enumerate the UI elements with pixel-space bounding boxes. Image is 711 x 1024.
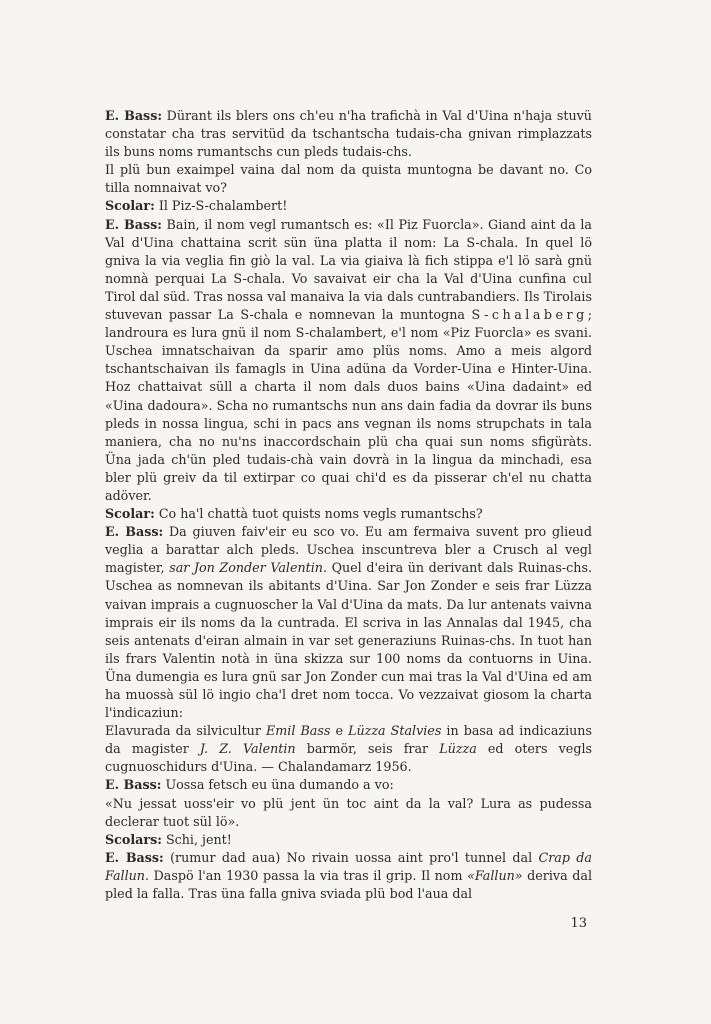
speaker-label: E. Bass: xyxy=(105,108,163,123)
text-segment: Uossa fetsch eu üna dumando a vo: xyxy=(165,777,394,793)
paragraph xyxy=(105,722,592,776)
text-segment: deriva dal pled la falla. Tras üna falla gniva sviada plü bod l'aua dal xyxy=(105,867,592,902)
text-segment: S-chalaberg xyxy=(471,307,588,323)
text-segment: «Nu jessat uoss'eir vo plü jent ün toc aint da la val? Lura as pudessa declerar tuot sül lö». xyxy=(105,795,592,829)
text-segment: sar Jon Zonder Valentin. xyxy=(169,560,327,576)
speaker-label: E. Bass: xyxy=(105,849,164,865)
speaker-label: Scolars: xyxy=(105,831,162,847)
paragraph xyxy=(105,216,592,506)
paragraph xyxy=(105,107,592,161)
speaker-label: E. Bass: xyxy=(105,524,164,540)
text-segment: (rumur dad aua) No rivain uossa aint pro'l tunnel dal xyxy=(170,849,539,865)
page-number: 13 xyxy=(570,916,587,931)
text-segment: e xyxy=(330,723,349,739)
paragraph xyxy=(105,197,592,215)
text-segment: Il Piz-S-chalambert! xyxy=(158,198,288,214)
speaker-label: Scolar: xyxy=(105,198,155,214)
paragraph xyxy=(105,849,592,903)
body-text xyxy=(105,107,592,903)
text-segment: J. Z. Valentin xyxy=(199,741,296,757)
text-segment: Lüzza Stalvies xyxy=(348,723,442,739)
paragraph xyxy=(105,505,592,523)
text-segment: Quel d'eira ün derivant dals Ruinas-chs. Uschea as nomnevan ils abitants d'Uina. Sar Jon Zonder e seis frar Lüzza vaivan imprais a cugnuoscher la Val d'Uina da mats. Da lur antenats vaivna imprais eir ils noms da la cuntrada. El scriva in las Annalas dal 1945, cha seis antenats d'eiran almain in var set generaziuns Ruinas-chs. In tuot han ils frars Valentin notà in üna skizza sur 100 noms da contuorns in Uina. Üna dumengia es lura gnü sar Jon Zonder cun mai tras la Val d'Uina ed am ha muossà sül lö ingio cha'l dret nom tocca. Vo vezzaivat giosom la charta l'indicaziun: xyxy=(105,560,592,721)
text-segment: Co ha'l chattà tuot quists noms vegls rumantschs? xyxy=(158,506,483,522)
text-segment: ; landroura es lura gnü il nom S-chalambert, e'l nom «Piz Fuorcla» es svani. Uschea imnatschaivan da sparir amo plüs noms. Amo a meis algord tschantschaivan ils famagls in Uina adüna da Vorder-Uina e Hinter-Uina. Hoz chattaivat süll a charta il nom dals duos bains «Uina dadaint» ed «Uina dadoura». Scha no rumantschs nun ans dain fadia da dovrar ils buns pleds in nossa lingua, schi in pacs ans vegnan ils noms strupchats in tala maniera, cha no nu'ns inaccordschain plü cha quai sun noms sfigüràts. Üna jada ch'ün pled tudais-chà vain dovrà in la lingua da minchadi, esa bler plü greiv da til extirpar co quai chi'd es da pisserar ch'el nu chatta adöver. xyxy=(105,307,592,503)
speaker-label: E. Bass: xyxy=(105,777,162,793)
text-segment: Da giuven faiv'eir eu sco vo. Eu am fermaiva suvent pro glieud veglia a barattar alch pleds. Uschea inscuntreva bler a Crusch al vegl magister, xyxy=(105,524,592,576)
text-segment: ed oters vegls cugnuoschidurs d'Uina. — Chalandamarz 1956. xyxy=(105,741,593,775)
text-segment: «Fallun» xyxy=(467,867,523,883)
text-segment: Dürant ils blers ons ch'eu n'ha trafichà in Val d'Uina n'haja stuvü constatar cha tras servitüd da tschantscha tudais-cha gnivan rimplazzats ils buns noms rumantschs cun pleds tudais-chs. xyxy=(105,108,592,160)
paragraph xyxy=(105,795,592,831)
speaker-label: Scolar: xyxy=(105,506,155,522)
text-segment: Schi, jent! xyxy=(165,831,232,847)
text-segment: Emil Bass xyxy=(265,723,331,739)
text-segment: Daspö l'an 1930 passa la via tras il grip. Il nom xyxy=(149,867,468,883)
text-segment: Elavurada da silvicultur xyxy=(105,723,266,739)
paragraph xyxy=(105,161,592,197)
text-segment: Crap da Fallun. xyxy=(105,849,592,883)
text-segment: Il plü bun exaimpel vaina dal nom da quista muntogna be davant no. Co tilla nomnaivat vo? xyxy=(105,162,592,196)
text-segment: Bain, il nom vegl rumantsch es: «Il Piz Fuorcla». Giand aint da la Val d'Uina chattaina scrit sün üna platta il nom: La S-chala. In quel lö gniva la via veglia fin giò la val. La via giaiva là fich stippa e'l lö sarà gnü nomnà perquai La S-chala. Vo savaivat eir cha la Val d'Uina cunfina cul Tirol dal süd. Tras nossa val manaiva la via dals cuntrabandiers. Ils Tirolais stuvevan passar La S-chala e nomnevan la muntogna xyxy=(105,216,592,323)
speaker-label: E. Bass: xyxy=(105,216,162,232)
paragraph xyxy=(105,523,592,722)
text-segment: Lüzza xyxy=(439,741,477,757)
text-segment: barmör, seis frar xyxy=(295,741,440,757)
paragraph xyxy=(105,831,592,849)
text-segment: in basa ad indicaziuns da magister xyxy=(105,723,592,757)
paragraph xyxy=(105,776,592,794)
